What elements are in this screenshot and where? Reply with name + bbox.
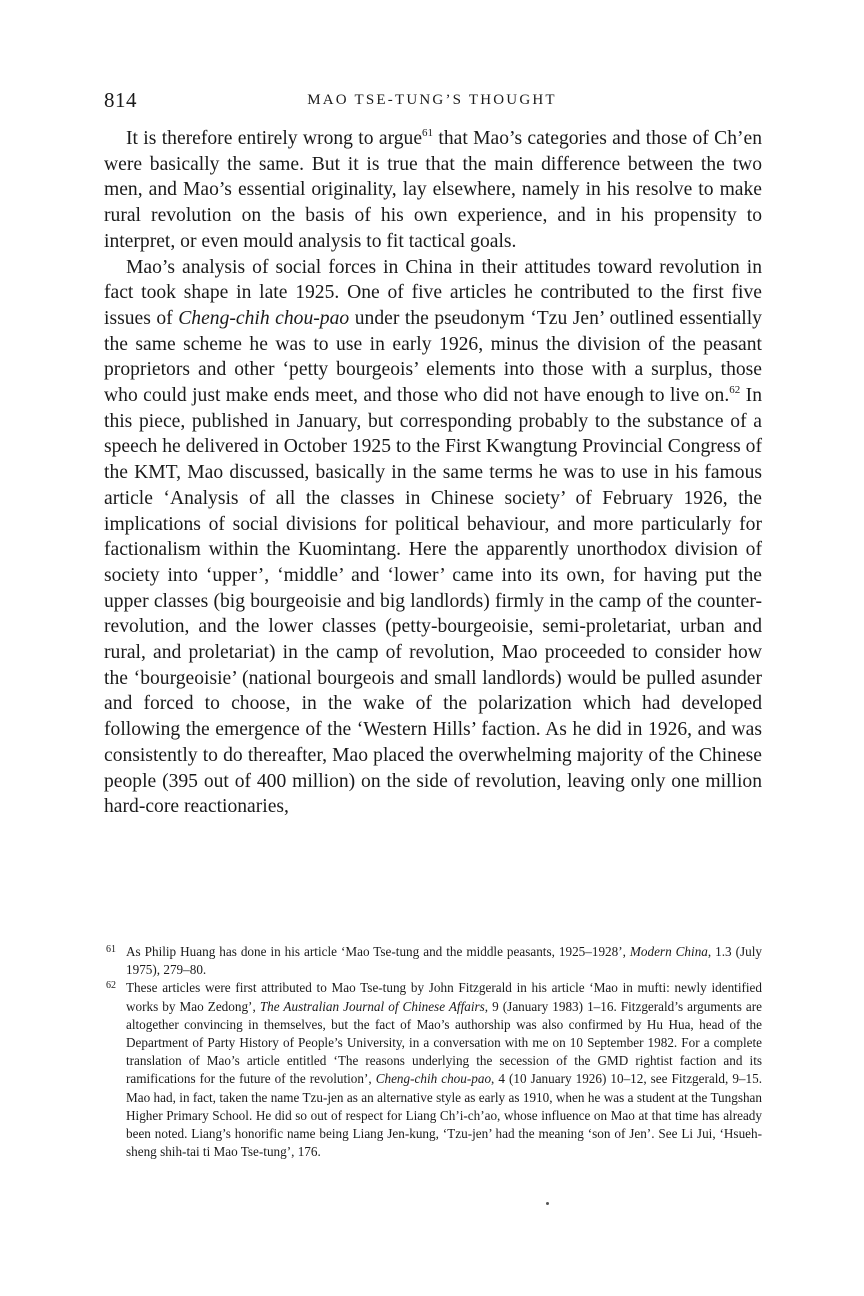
footnote-61-marker: 61 [106, 944, 116, 955]
fn62-journal-title-2: Cheng-chih chou-pao [375, 1071, 492, 1087]
p2-journal-title: Cheng-chih chou-pao [178, 307, 350, 329]
p2-text-a: Mao’s analysis of social forces in China in their attitudes toward revolution in fact took shape in late 1925. One of five articles he contributed to the first five issues of [104, 256, 762, 329]
footnotes [104, 943, 762, 1161]
paragraph-2 [104, 255, 762, 820]
stray-dot [546, 1202, 549, 1205]
running-head: MAO TSE-TUNG’S THOUGHT [307, 92, 557, 108]
p2-text-b: under the pseudonym ‘Tzu Jen’ outlined essentially the same scheme he was to use in early 1926, minus the division of the peasant proprietors and other ‘petty bourgeois’ elements into those with a surplus, those who could just make ends meet, and those who did not have enough to live on. [104, 307, 762, 407]
fn61-text-a: As Philip Huang has done in his article ‘Mao Tse-tung and the middle peasants, 1925–1928’, [126, 944, 630, 959]
fn61-text-b: , 1.3 (July 1975), 279–80. [126, 944, 763, 978]
p2-text-c: In this piece, published in January, but corresponding probably to the substance of a speech he delivered in October 1925 to the First Kwangtung Provincial Congress of the KMT, Mao discussed, basically in the same terms he was to use in his famous article ‘Analysis of all the classes in Chinese society’ of February 1926, the implications of social divisions for political behaviour, and more particularly for factionalism within the Kuomintang. Here the apparently unorthodox division of society into ‘upper’, ‘middle’ and ‘lower’ came into its own, for having put the upper classes (big bourgeoisie and big landlords) firmly in the camp of the counter-revolution, and the lower classes (petty-bourgeoisie, semi-proletariat, urban and rural, and proletariat) in the camp of revolution, Mao proceeded to consider how the ‘bourgeoisie’ (national bourgeois and small landlords) would be pulled asunder and forced to choose, in the wake of the polarization which had developed following the emergence of the ‘Western Hills’ faction. As he did in 1926, and was consistently to do thereafter, Mao placed the overwhelming majority of the Chinese people (395 out of 400 million) on the side of revolution, leaving only one million hard-core reactionaries, [104, 385, 762, 818]
main-text [104, 126, 762, 820]
fn62-text-c: , 4 (10 January 1926) 10–12, see Fitzgerald, 9–15. Mao had, in fact, taken the name Tzu-jen as an alternative style as early as 1910, when he was a student at the Tungshan Higher Primary School. He did so out of respect for Liang Ch’i-ch’ao, whose influence on Mao at that time has already been noted. Liang’s honorific name being Liang Jen-kung, ‘Tzu-jen’ had the meaning ‘son of Jen’. See Li Jui, ‘Hsueh-sheng shih-tai ti Mao Tse-tung’, 176. [126, 1071, 762, 1160]
fn62-text-a: These articles were first attributed to Mao Tse-tung by John Fitzgerald in his article ‘Mao in mufti: newly identified works by Mao Zedong’, [126, 980, 762, 1014]
footnote-62-marker: 62 [106, 980, 116, 992]
footnote-62 [104, 979, 762, 1161]
fn62-text-b: , 9 (January 1983) 1–16. Fitzgerald’s arguments are altogether convincing in themselves, but the fact of Mao’s authorship was also confirmed by Hu Hua, head of the Department of Party History of People’s University, in a conversation with me on 10 September 1982. For a complete translation of Mao’s article entitled ‘The reasons underlying the secession of the GMD rightist faction and its ramifications for the future of the revolution’, [126, 998, 762, 1087]
footnote-ref-61: 61 [422, 127, 434, 139]
p1-text-a: It is therefore entirely wrong to argue [126, 128, 423, 149]
footnote-ref-62: 62 [729, 384, 741, 397]
fn62-journal-title-1: The Australian Journal of Chinese Affairs [259, 998, 485, 1014]
page-number: 814 [104, 88, 137, 112]
p1-text-b: that Mao’s categories and those of Ch’en were basically the same. But it is true that the main difference between the two men, and Mao’s essential originality, lay elsewhere, namely in his resolve to make rural revolution on the basis of his own experience, and in his propensity to interpret, or even mould analysis to fit tactical goals. [104, 128, 763, 252]
fn61-journal-title: Modern China [629, 944, 708, 959]
paragraph-1 [104, 126, 762, 255]
footnote-61 [104, 943, 762, 979]
